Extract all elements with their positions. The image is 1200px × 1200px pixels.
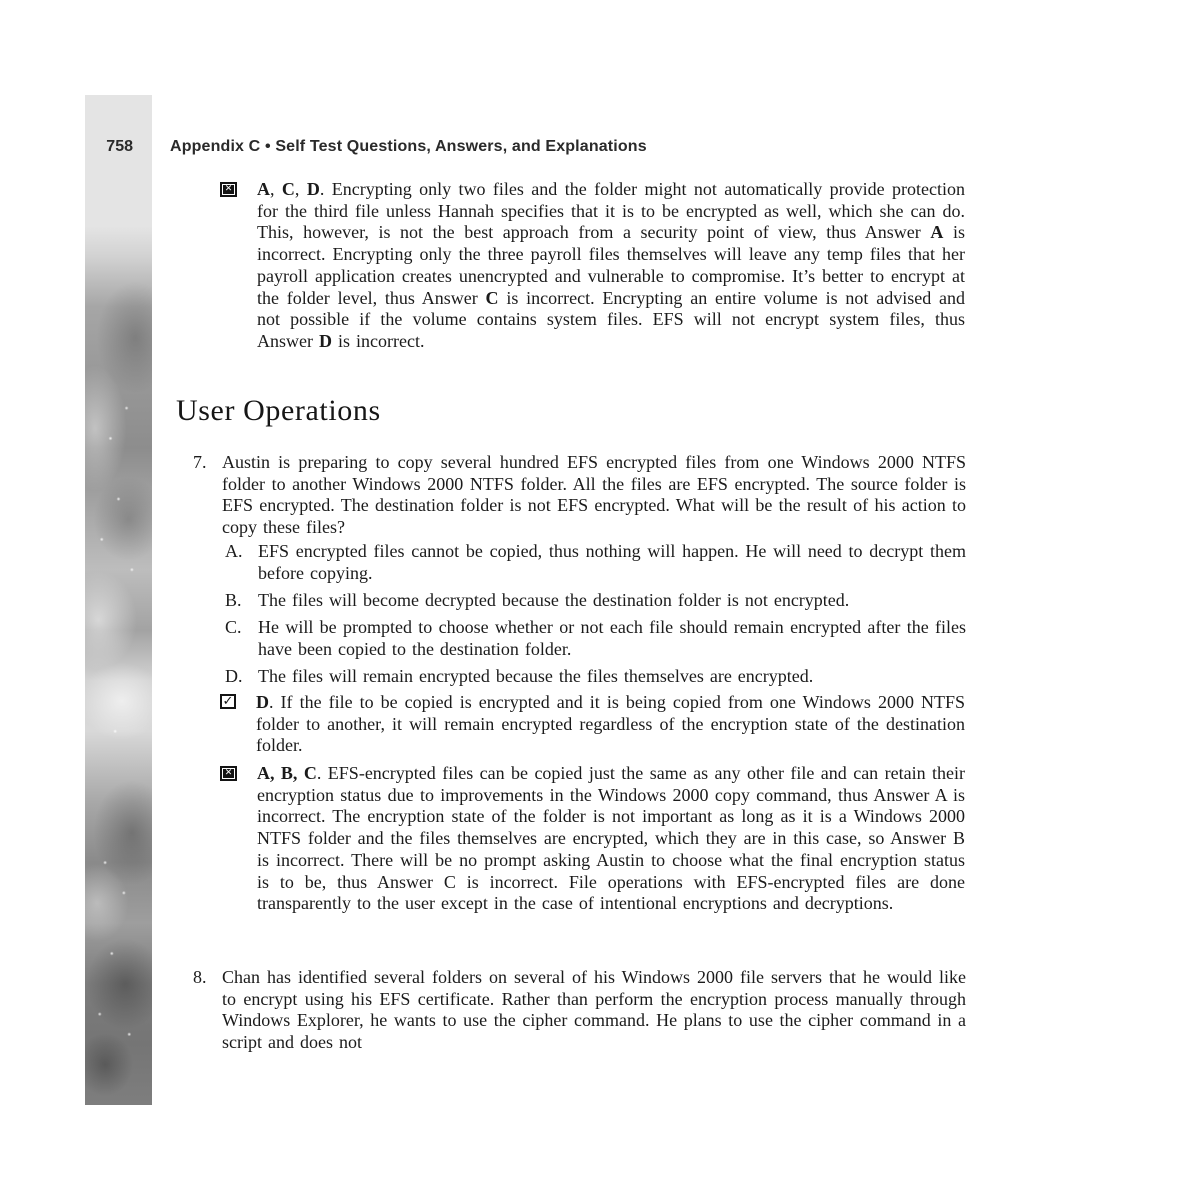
options-list [225, 541, 966, 693]
question-number: 7. [193, 452, 207, 472]
running-header-title: Appendix C • Self Test Questions, Answers, and Explanations [170, 138, 647, 155]
option-letter: C. [225, 617, 242, 638]
question-text: Chan has identified several folders on several of his Windows 2000 file servers that he would like to encrypt using his EFS certificate. Rather than perform the encryption process manually through Windows Explorer, he wants to use the cipher command. He plans to use the cipher command in a script and does not [222, 967, 966, 1053]
incorrect-answer-block [220, 763, 965, 915]
x-box-icon: ✕ [220, 182, 237, 197]
incorrect-answer-block [220, 179, 965, 353]
option-text: The files will become decrypted because the destination folder is not encrypted. [258, 589, 850, 610]
x-box-icon: ✕ [220, 766, 237, 781]
check-box-icon: ✓ [220, 694, 236, 709]
question-7 [193, 452, 966, 539]
question-text: Austin is preparing to copy several hundred EFS encrypted files from one Windows 2000 NTFS folder to another Windows 2000 NTFS folder. All the files are EFS encrypted. The source folder is EFS encrypted. The destination folder is not EFS encrypted. What will be the result of his action to copy these files? [222, 452, 966, 538]
option-text: The files will remain encrypted because the files themselves are encrypted. [258, 666, 814, 687]
correct-answer-text: D. If the file to be copied is encrypted and it is being copied from one Windows 2000 NTFS folder to another, it will remain encrypted regardless of the encryption state of the destination folder. [256, 692, 965, 756]
question-8 [193, 967, 966, 1054]
option-d [225, 666, 966, 688]
option-a [225, 541, 966, 584]
option-b [225, 590, 966, 612]
incorrect-answer-text: A, C, D. Encrypting only two files and the folder might not automatically provide protection for the third file unless Hannah specifies that it is to be encrypted as well, which she can do. This, however, is not the best approach from a security point of view, thus Answer A is incorrect. Encrypting only the three payroll files themselves will leave any temp files that her payroll application creates unencrypted and vulnerable to compromise. It’s better to encrypt at the folder level, thus Answer C is incorrect. Encrypting an entire volume is not advised and not possible if the volume contains system files. EFS will not encrypt system files, thus Answer D is incorrect. [257, 179, 966, 351]
page-number: 758 [106, 138, 133, 155]
option-letter: A. [225, 541, 243, 561]
option-text: EFS encrypted files cannot be copied, thus nothing will happen. He will need to decrypt them before copying. [258, 541, 966, 583]
option-c [225, 617, 966, 660]
question-number: 8. [193, 967, 207, 987]
option-text: He will be prompted to choose whether or not each file should remain encrypted after the files have been copied to the destination folder. [258, 617, 966, 659]
incorrect-answer-text: A, B, C. EFS-encrypted files can be copied just the same as any other file and can retain their encryption status due to improvements in the Windows 2000 copy command, thus Answer A is incorrect. The encryption state of the folder is not important as long as it is a Windows 2000 NTFS folder and the files themselves are encrypted, which they are in this case, so Answer B is incorrect. There will be no prompt asking Austin to choose what the final encryption status is to be, thus Answer C is incorrect. File operations with EFS-encrypted files are done transparently to the user except in the case of intentional encryptions and decryptions. [257, 763, 965, 914]
correct-answer-block [220, 692, 965, 757]
option-letter: D. [225, 666, 243, 687]
section-heading: User Operations [176, 394, 381, 427]
page-edge-texture [85, 95, 152, 1105]
option-letter: B. [225, 589, 242, 610]
